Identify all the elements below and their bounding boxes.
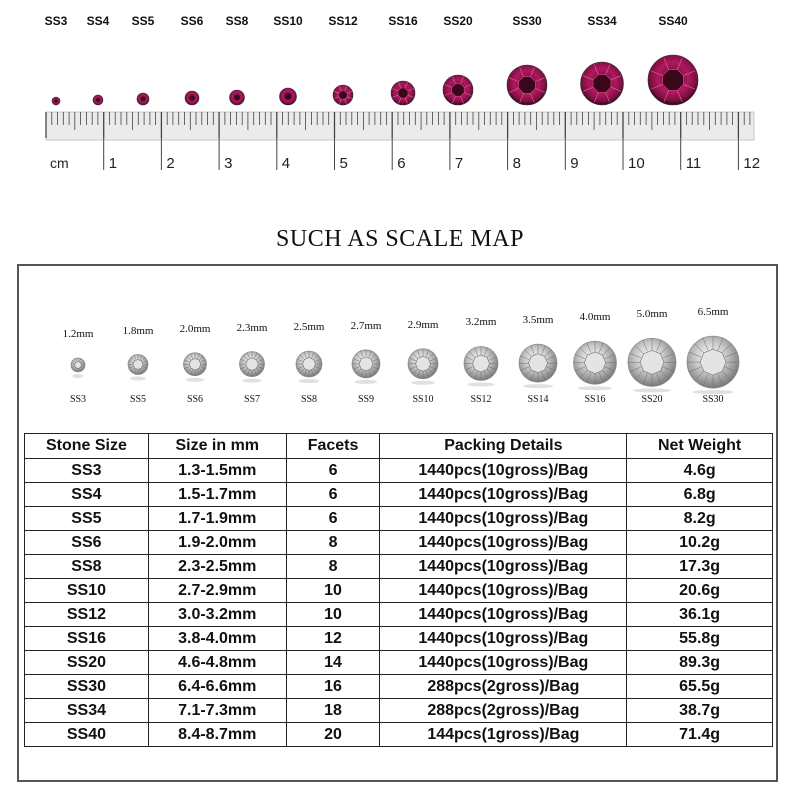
ss-label: SS3: [69, 394, 87, 405]
size-mm-cell: 7.1-7.3mm: [148, 699, 286, 723]
size-mm-cell: 4.6-4.8mm: [148, 651, 286, 675]
stone-size-cell: SS16: [25, 627, 149, 651]
net-weight-cell: 36.1g: [627, 603, 773, 627]
pink-stone-ss3: [52, 97, 60, 105]
net-weight-cell: 38.7g: [627, 699, 773, 723]
mm-label: 6.5mm: [697, 306, 729, 319]
ss-label: SS14: [527, 394, 549, 405]
crystal-stone: [628, 338, 676, 392]
size-label-ss30: SS30: [512, 14, 542, 28]
size-label-ss20: SS20: [443, 14, 473, 28]
packing-cell: 1440pcs(10gross)/Bag: [380, 483, 627, 507]
stone-size-cell: SS12: [25, 603, 149, 627]
table-row: [25, 723, 773, 747]
mm-label: 2.0mm: [179, 322, 211, 335]
net-weight-cell: 71.4g: [627, 723, 773, 747]
top-scale-section: [0, 0, 800, 200]
ruler-number: 6: [397, 155, 406, 172]
pink-stone-ss20: [443, 75, 473, 105]
header-size-mm: Size in mm: [148, 434, 286, 459]
net-weight-cell: 55.8g: [627, 627, 773, 651]
mm-label: 3.2mm: [465, 316, 497, 329]
ruler-number: 12: [743, 155, 761, 172]
facets-cell: 6: [286, 507, 380, 531]
facets-cell: 8: [286, 555, 380, 579]
stone-size-cell: SS30: [25, 675, 149, 699]
table-row: [25, 507, 773, 531]
stone-size-cell: SS10: [25, 579, 149, 603]
table-row: [25, 579, 773, 603]
mm-label: 4.0mm: [579, 311, 611, 324]
packing-cell: 1440pcs(10gross)/Bag: [380, 603, 627, 627]
stone-size-cell: SS6: [25, 531, 149, 555]
ruler-number: 4: [281, 155, 291, 172]
facets-cell: 10: [286, 579, 380, 603]
net-weight-cell: 8.2g: [627, 507, 773, 531]
packing-cell: 1440pcs(10gross)/Bag: [380, 507, 627, 531]
facets-cell: 18: [286, 699, 380, 723]
pink-stone-ss40: [648, 55, 698, 105]
facets-cell: 20: [286, 723, 380, 747]
net-weight-cell: 10.2g: [627, 531, 773, 555]
size-mm-cell: 3.8-4.0mm: [148, 627, 286, 651]
ss-label: SS9: [357, 394, 375, 405]
facets-cell: 16: [286, 675, 380, 699]
size-label-ss34: SS34: [587, 14, 617, 28]
crystal-stone: [574, 341, 617, 390]
ruler-number: 5: [339, 155, 348, 172]
packing-cell: 144pcs(1gross)/Bag: [380, 723, 627, 747]
pink-stone-ss30: [507, 65, 547, 105]
net-weight-cell: 20.6g: [627, 579, 773, 603]
facets-cell: 8: [286, 531, 380, 555]
facets-cell: 6: [286, 459, 380, 483]
ruler-unit-label: cm: [50, 155, 69, 171]
facets-cell: 14: [286, 651, 380, 675]
packing-cell: 1440pcs(10gross)/Bag: [380, 459, 627, 483]
ss-label: SS10: [412, 394, 434, 405]
pink-stone-ss5: [137, 93, 149, 105]
scale-map-title: SUCH AS SCALE MAP: [276, 226, 524, 252]
packing-cell: 1440pcs(10gross)/Bag: [380, 555, 627, 579]
size-mm-cell: 1.9-2.0mm: [148, 531, 286, 555]
crystal-stone: [128, 355, 148, 381]
header-net-weight: Net Weight: [627, 434, 773, 459]
ruler-number: 9: [570, 155, 579, 172]
ruler-number: 7: [454, 155, 464, 172]
size-label-ss4: SS4: [86, 14, 110, 28]
ss-label: SS30: [702, 394, 724, 405]
size-mm-cell: 2.7-2.9mm: [148, 579, 286, 603]
size-label-ss8: SS8: [225, 14, 249, 28]
stone-size-cell: SS3: [25, 459, 149, 483]
facets-cell: 10: [286, 603, 380, 627]
ruler-number: 1: [108, 155, 118, 172]
table-header-row: [25, 434, 773, 459]
size-mm-cell: 6.4-6.6mm: [148, 675, 286, 699]
stone-size-cell: SS8: [25, 555, 149, 579]
stone-size-cell: SS40: [25, 723, 149, 747]
header-packing: Packing Details: [380, 434, 627, 459]
crystal-stone: [519, 344, 557, 388]
mm-label: 2.9mm: [407, 318, 439, 331]
crystal-stone: [464, 346, 498, 386]
facets-cell: 12: [286, 627, 380, 651]
ss-label: SS7: [243, 394, 261, 405]
table-row: [25, 651, 773, 675]
mm-label: 2.3mm: [236, 321, 268, 334]
scale-map-panel: [17, 264, 778, 782]
size-label-ss6: SS6: [180, 14, 204, 28]
size-mm-cell: 3.0-3.2mm: [148, 603, 286, 627]
net-weight-cell: 17.3g: [627, 555, 773, 579]
mm-label: 1.2mm: [62, 327, 94, 340]
size-label-ss40: SS40: [658, 14, 688, 28]
facets-cell: 6: [286, 483, 380, 507]
pink-stone-ss10: [280, 88, 297, 105]
ss-label: SS8: [300, 394, 318, 405]
mm-label: 5.0mm: [636, 308, 668, 321]
size-mm-cell: 1.7-1.9mm: [148, 507, 286, 531]
table-row: [25, 459, 773, 483]
crystal-stone: [71, 358, 85, 378]
ss-label: SS20: [641, 394, 663, 405]
crystal-stone: [687, 336, 739, 394]
size-mm-cell: 8.4-8.7mm: [148, 723, 286, 747]
table-row: [25, 699, 773, 723]
pink-stone-ss6: [185, 91, 199, 105]
header-facets: Facets: [286, 434, 380, 459]
table-row: [25, 483, 773, 507]
size-mm-cell: 1.3-1.5mm: [148, 459, 286, 483]
stone-size-cell: SS5: [25, 507, 149, 531]
net-weight-cell: 4.6g: [627, 459, 773, 483]
table-row: [25, 531, 773, 555]
size-label-ss3: SS3: [44, 14, 68, 28]
table-row: [25, 675, 773, 699]
crystal-stone: [240, 352, 265, 383]
table-row: [25, 603, 773, 627]
net-weight-cell: 89.3g: [627, 651, 773, 675]
pink-stone-ss16: [391, 81, 415, 105]
crystal-stone: [296, 351, 322, 383]
ss-label: SS6: [186, 394, 204, 405]
pink-stone-ss4: [93, 95, 103, 105]
ruler-number: 10: [628, 155, 645, 172]
header-stone-size: Stone Size: [25, 434, 149, 459]
net-weight-cell: 65.5g: [627, 675, 773, 699]
packing-cell: 1440pcs(10gross)/Bag: [380, 651, 627, 675]
packing-cell: 1440pcs(10gross)/Bag: [380, 531, 627, 555]
ss-label: SS16: [584, 394, 606, 405]
table-row: [25, 627, 773, 651]
packing-cell: 1440pcs(10gross)/Bag: [380, 627, 627, 651]
size-label-ss5: SS5: [131, 14, 155, 28]
packing-cell: 288pcs(2gross)/Bag: [380, 699, 627, 723]
mm-label: 2.7mm: [350, 319, 382, 332]
size-label-ss10: SS10: [273, 14, 303, 28]
ss-label: SS12: [470, 394, 492, 405]
crystal-stone: [408, 349, 438, 385]
table-row: [25, 555, 773, 579]
pink-stone-ss34: [581, 62, 624, 105]
stone-size-cell: SS34: [25, 699, 149, 723]
net-weight-cell: 6.8g: [627, 483, 773, 507]
ruler-number: 8: [512, 155, 521, 172]
packing-cell: 288pcs(2gross)/Bag: [380, 675, 627, 699]
stone-size-cell: SS4: [25, 483, 149, 507]
mm-label: 2.5mm: [293, 321, 325, 334]
size-mm-cell: 1.5-1.7mm: [148, 483, 286, 507]
ruler-graphic: [0, 0, 800, 200]
pink-stone-ss12: [333, 85, 353, 105]
mm-label: 1.8mm: [122, 324, 154, 337]
mm-label: 3.5mm: [522, 314, 554, 327]
size-mm-cell: 2.3-2.5mm: [148, 555, 286, 579]
ruler-number: 11: [685, 155, 702, 172]
stone-size-cell: SS20: [25, 651, 149, 675]
packing-cell: 1440pcs(10gross)/Bag: [380, 579, 627, 603]
pink-stone-ss8: [230, 90, 245, 105]
crystal-stone: [352, 350, 380, 384]
ruler: [46, 112, 760, 172]
size-label-ss16: SS16: [388, 14, 418, 28]
size-label-ss12: SS12: [328, 14, 358, 28]
ruler-number: 2: [166, 155, 175, 172]
ruler-number: 3: [224, 155, 233, 172]
ss-label: SS5: [129, 394, 147, 405]
crystal-stone: [184, 353, 207, 382]
spec-table: [24, 433, 773, 747]
